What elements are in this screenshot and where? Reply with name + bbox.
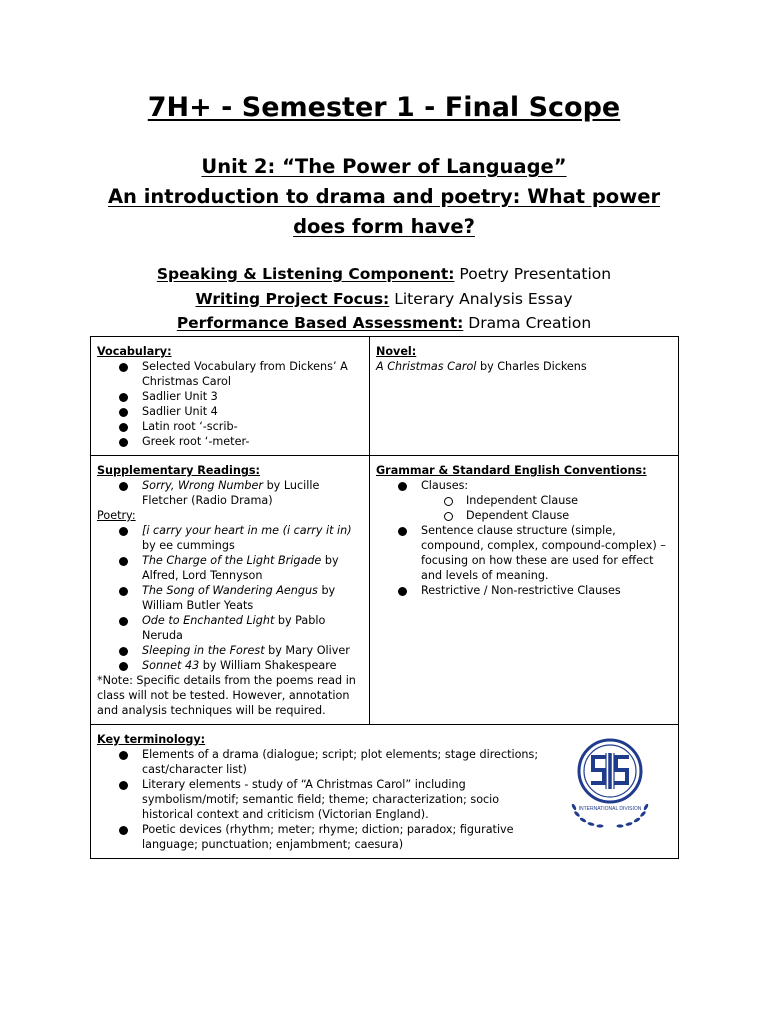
supplementary-cell <box>91 456 370 725</box>
novel-cell <box>370 337 679 456</box>
novel-title: A Christmas Carol <box>376 360 477 373</box>
school-logo <box>560 735 660 835</box>
component-assessment <box>0 311 768 336</box>
work-title: Ode to Enchanted Light <box>142 614 275 627</box>
work-author: by ee cummings <box>142 539 235 552</box>
clauses-sublist <box>421 493 672 523</box>
list-item: Selected Vocabulary from Dickens’ A Christmas Carol <box>97 359 363 389</box>
poetry-note: *Note: Specific details from the poems read in class will not be tested. However, annotation and analysis techniques will be required. <box>97 674 356 717</box>
supplementary-heading: Supplementary Readings: <box>97 464 260 477</box>
drama-list <box>97 478 363 508</box>
list-item <box>97 643 363 658</box>
logo-text: INTERNATIONAL DIVISION <box>578 806 642 812</box>
vocabulary-heading: Vocabulary: <box>97 345 172 358</box>
list-item: Literary elements - study of “A Christmas Carol” including symbolism/motif; semantic field; theme; characterization; socio historical context and criticism (Victorian England). <box>97 777 547 822</box>
list-item <box>97 658 363 673</box>
grammar-heading: Grammar & Standard English Conventions: <box>376 464 647 477</box>
list-item <box>376 478 672 523</box>
work-title: Sonnet 43 <box>142 659 200 672</box>
terminology-cell <box>91 725 679 859</box>
list-item <box>97 613 363 643</box>
vocabulary-cell <box>91 337 370 456</box>
list-item: Poetic devices (rhythm; meter; rhyme; diction; paradox; figurative language; punctuation; enjambment; caesura) <box>97 822 547 852</box>
terminology-list <box>97 747 547 852</box>
poetry-label: Poetry: <box>97 509 136 522</box>
work-author: by Alfred, Lord Tennyson <box>142 554 339 582</box>
sublist-item: Dependent Clause <box>421 508 672 523</box>
work-title: Sleeping in the Forest <box>142 644 265 657</box>
component-label: Writing Project Focus: <box>195 289 390 308</box>
novel-entry <box>376 359 672 374</box>
list-item <box>97 523 363 553</box>
work-author: by Pablo Neruda <box>142 614 326 642</box>
component-value: Drama Creation <box>463 314 592 332</box>
terminology-heading: Key terminology: <box>97 733 206 746</box>
poetry-list <box>97 523 363 673</box>
work-title: The Song of Wandering Aengus <box>142 584 318 597</box>
list-item: Latin root ‘-scrib- <box>97 419 363 434</box>
unit-title: Unit 2: “The Power of Language” <box>201 155 567 178</box>
vocabulary-list <box>97 359 363 449</box>
component-value: Literary Analysis Essay <box>389 289 573 308</box>
component-value: Poetry Presentation <box>454 265 612 283</box>
component-writing <box>0 287 768 312</box>
page-title: 7H+ - Semester 1 - Final Scope <box>147 92 621 123</box>
work-author: by William Shakespeare <box>199 659 337 672</box>
list-item: Sadlier Unit 4 <box>97 404 363 419</box>
unit-heading <box>100 152 668 242</box>
work-author: by Lucille Fletcher (Radio Drama) <box>142 479 320 507</box>
novel-heading: Novel: <box>376 345 417 358</box>
clauses-label: Clauses: <box>421 479 469 492</box>
list-item: Sentence clause structure (simple, compound, complex, compound-complex) – focusing on how these are used for effect and levels of meaning. <box>376 523 672 583</box>
list-item <box>97 553 363 583</box>
component-speaking <box>0 262 768 287</box>
work-title: Sorry, Wrong Number <box>142 479 264 492</box>
work-author: by Mary Oliver <box>264 644 350 657</box>
list-item: Sadlier Unit 3 <box>97 389 363 404</box>
work-title: [i carry your heart in me (i carry it in) <box>142 524 352 537</box>
novel-author: by Charles Dickens <box>476 360 587 373</box>
list-item: Elements of a drama (dialogue; script; plot elements; stage directions; cast/character list) <box>97 747 547 777</box>
list-item: Greek root ‘-meter- <box>97 434 363 449</box>
unit-intro: An introduction to drama and poetry: What power does form have? <box>107 185 661 238</box>
list-item <box>97 478 363 508</box>
list-item <box>97 583 363 613</box>
components <box>0 262 768 336</box>
component-label: Speaking & Listening Component: <box>156 265 455 283</box>
work-title: The Charge of the Light Brigade <box>142 554 322 567</box>
sublist-item: Independent Clause <box>421 493 672 508</box>
work-author: by William Butler Yeats <box>142 584 336 612</box>
scope-table <box>90 336 679 859</box>
grammar-list <box>376 478 672 598</box>
list-item: Restrictive / Non-restrictive Clauses <box>376 583 672 598</box>
component-label: Performance Based Assessment: <box>176 314 464 332</box>
grammar-cell <box>370 456 679 725</box>
